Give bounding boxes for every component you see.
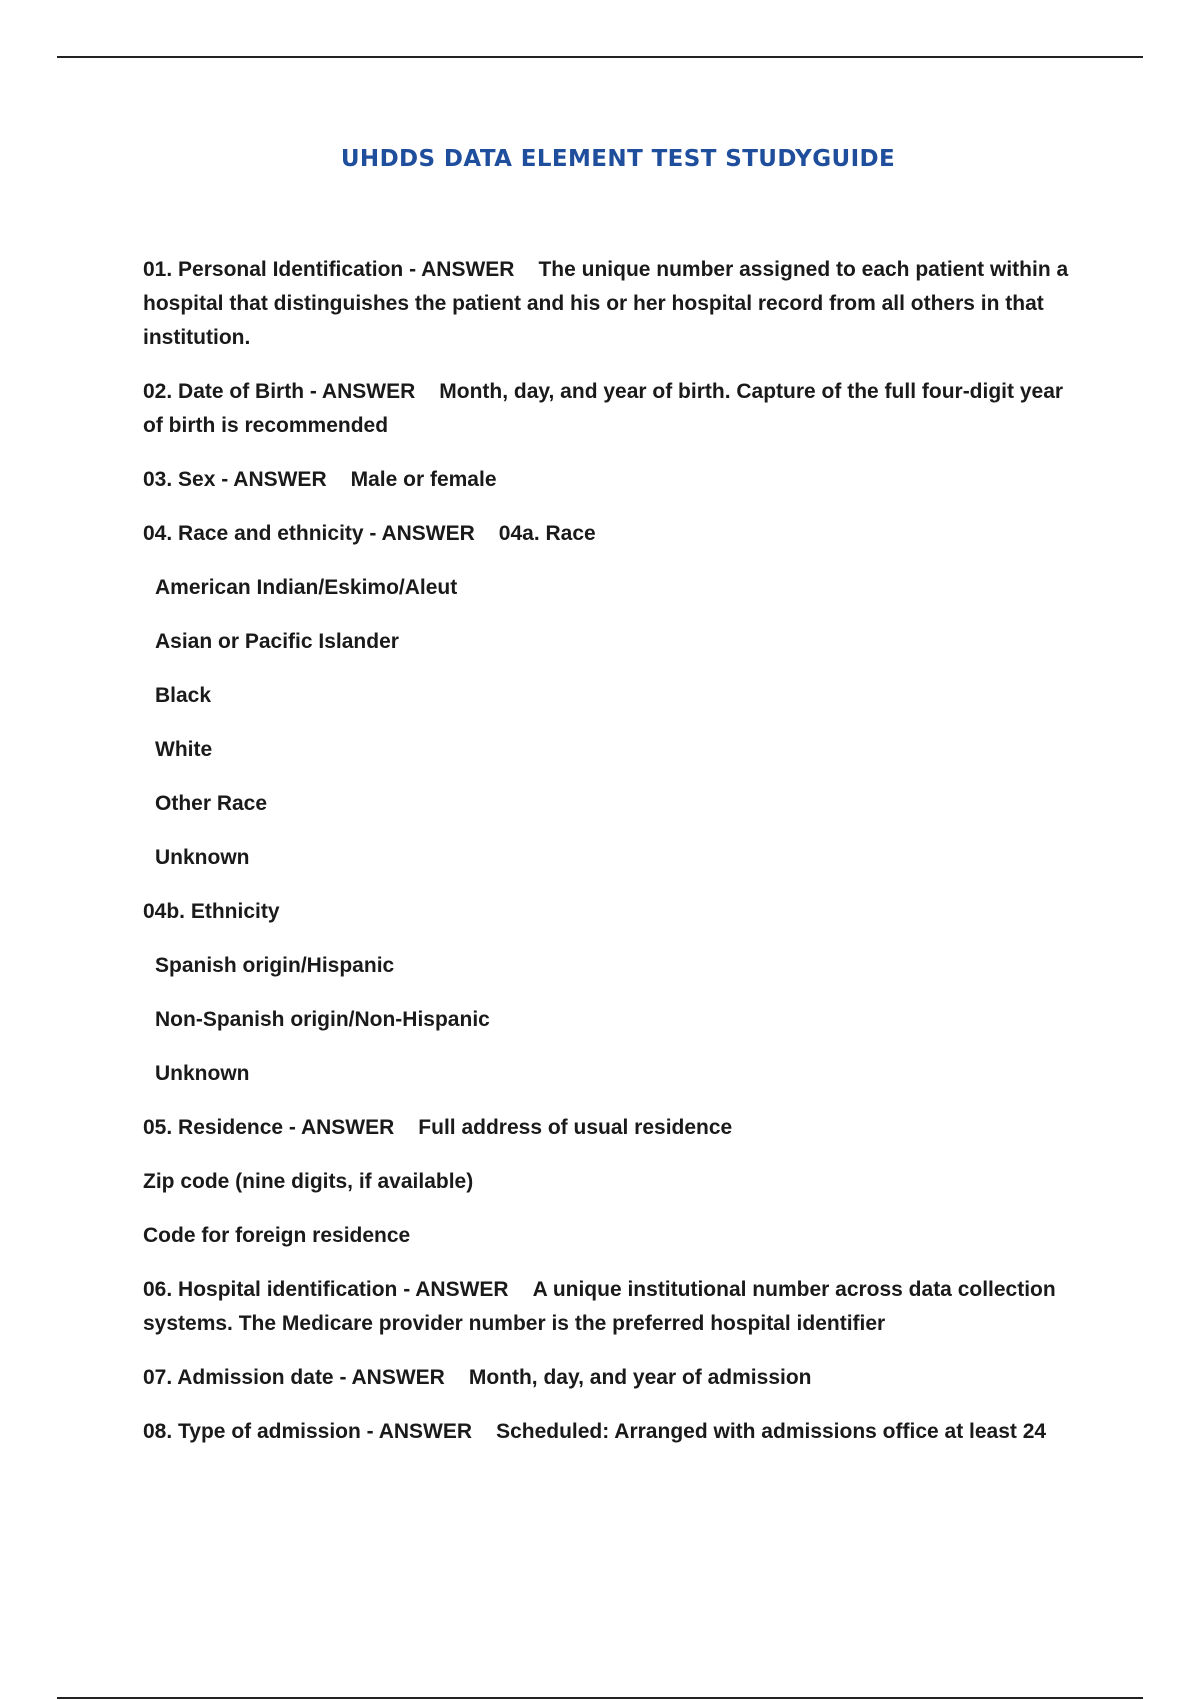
list-item: Zip code (nine digits, if available) <box>143 1170 474 1193</box>
list-item: Unknown <box>155 1062 250 1085</box>
entry-date-of-birth <box>143 375 1088 443</box>
answer-text: A unique institutional number across data collection systems. The Medicare provider number is the preferred hospital identifier <box>143 1278 1056 1335</box>
study-guide-body <box>143 253 1088 1469</box>
question-text: 04. Race and ethnicity - ANSWER <box>143 522 475 545</box>
bottom-rule <box>57 1697 1143 1699</box>
question-text: 01. Personal Identification - ANSWER <box>143 258 515 281</box>
answer-text: Month, day, and year of birth. Capture of the full four-digit year of birth is recommended <box>143 380 1064 437</box>
list-item: Asian or Pacific Islander <box>155 630 399 653</box>
top-rule <box>57 56 1143 58</box>
question-text: 06. Hospital identification - ANSWER <box>143 1278 509 1301</box>
question-text: 08. Type of admission - ANSWER <box>143 1420 473 1443</box>
list-item: American Indian/Eskimo/Aleut <box>155 576 458 599</box>
list-item: White <box>155 738 213 761</box>
subheading-ethnicity: 04b. Ethnicity <box>143 900 280 923</box>
entry-sex <box>143 463 1088 497</box>
answer-text: Month, day, and year of admission <box>468 1366 812 1389</box>
list-item: Black <box>155 684 212 707</box>
list-item: Other Race <box>155 792 268 815</box>
entry-admission-date <box>143 1361 1088 1395</box>
entry-race-ethnicity <box>143 517 1088 551</box>
entry-residence <box>143 1111 1088 1145</box>
answer-text: Full address of usual residence <box>418 1116 733 1139</box>
answer-text: Scheduled: Arranged with admissions office at least 24 <box>496 1420 1047 1443</box>
list-item: Spanish origin/Hispanic <box>155 954 395 977</box>
list-item: Non-Spanish origin/Non-Hispanic <box>155 1008 490 1031</box>
question-text: 05. Residence - ANSWER <box>143 1116 395 1139</box>
question-text: 02. Date of Birth - ANSWER <box>143 380 416 403</box>
answer-text: Male or female <box>350 468 497 491</box>
entry-personal-identification <box>143 253 1088 355</box>
page-title: UHDDS DATA ELEMENT TEST STUDYGUIDE <box>340 146 896 172</box>
answer-text: 04a. Race <box>498 522 596 545</box>
list-item: Code for foreign residence <box>143 1224 411 1247</box>
list-item: Unknown <box>155 846 250 869</box>
question-text: 07. Admission date - ANSWER <box>143 1366 445 1389</box>
answer-text: The unique number assigned to each patient within a hospital that distinguishes the patient and his or her hospital record from all others in that institution. <box>143 258 1069 349</box>
entry-type-of-admission <box>143 1415 1088 1449</box>
entry-hospital-identification <box>143 1273 1088 1341</box>
question-text: 03. Sex - ANSWER <box>143 468 327 491</box>
